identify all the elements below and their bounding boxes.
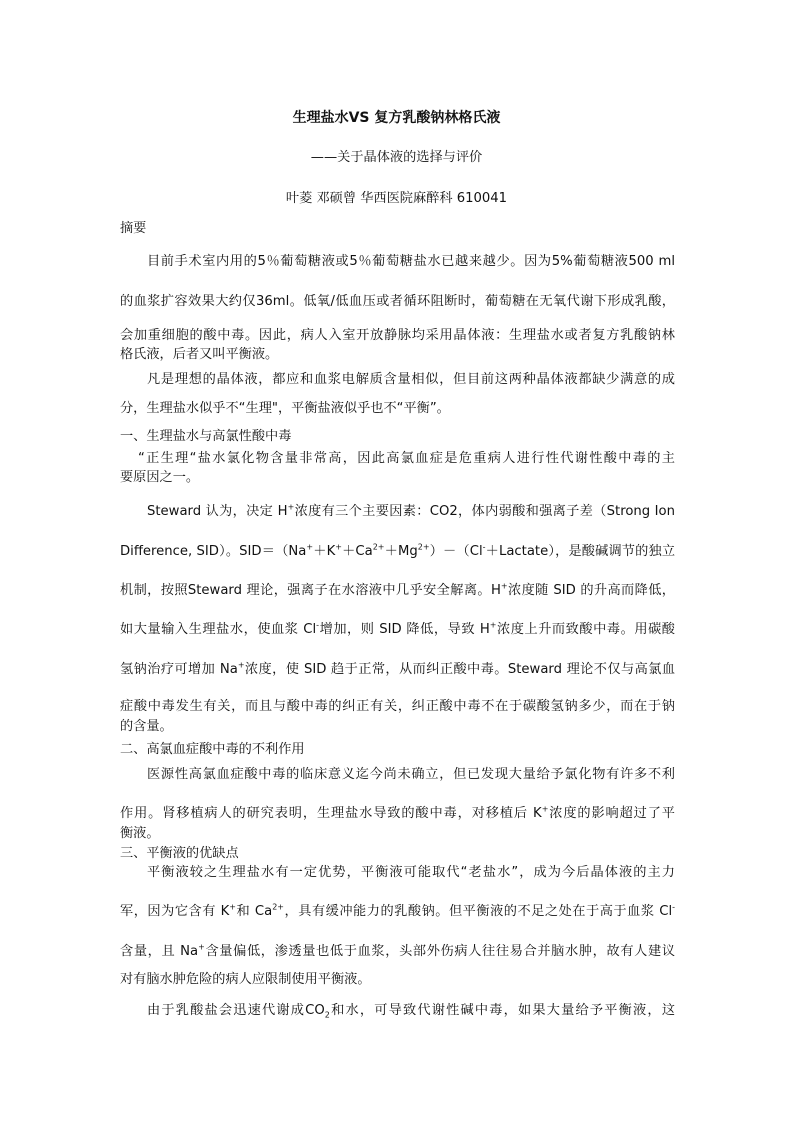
subscript-text: 2 bbox=[324, 1010, 330, 1020]
paragraph-line bbox=[120, 450, 675, 468]
paragraph-line bbox=[120, 327, 675, 345]
paragraph-line bbox=[120, 543, 675, 561]
paragraph-line bbox=[120, 718, 675, 736]
section-heading bbox=[120, 428, 675, 446]
text-run: ＋Ca bbox=[341, 544, 373, 559]
paragraph-line bbox=[120, 621, 675, 639]
supscript-text: - bbox=[672, 902, 676, 912]
text-run: 平衡液较之生理盐水有一定优势，平衡液可能取代“老盐水”，成为今后晶体液的主力 bbox=[147, 865, 675, 880]
supscript-text: + bbox=[335, 542, 342, 552]
supscript-text: + bbox=[287, 502, 295, 512]
text-run: 三、平衡液的优缺点 bbox=[120, 846, 239, 861]
supscript-text: + bbox=[500, 581, 508, 591]
section-heading bbox=[120, 845, 675, 863]
text-run: 摘要 bbox=[120, 221, 147, 236]
paragraph-line bbox=[120, 400, 675, 418]
text-run: 医源性高氯血症酸中毒的临床意义迄今尚未确立，但已发现大量给予氯化物有许多不利 bbox=[147, 767, 675, 782]
text-run: 凡是理想的晶体液，都应和血浆电解质含量相似，但目前这两种晶体液都缺少满意的成 bbox=[147, 372, 675, 387]
supscript-text: - bbox=[482, 542, 486, 552]
paragraph-line bbox=[120, 582, 675, 600]
paragraph-line bbox=[120, 825, 675, 843]
paragraph-line bbox=[120, 661, 675, 679]
document-authors bbox=[0, 190, 793, 208]
supscript-text: 2+ bbox=[272, 902, 285, 912]
text-run: 增加，则 SID 降低，导致 H bbox=[319, 622, 490, 637]
text-run: ）－（Cl bbox=[429, 544, 483, 559]
text-run: 和水，可导致代谢性碱中毒，如果大量给予平衡液，这 bbox=[329, 1003, 676, 1018]
text-run: 症酸中毒发生有关，而且与酸中毒的纠正有关，纠正酸中毒不在于碳酸氢钠多少，而在于钠 bbox=[120, 699, 675, 714]
supscript-text: 2+ bbox=[417, 542, 430, 552]
supscript-text: + bbox=[489, 620, 497, 630]
text-run: 叶菱 邓硕曾 华西医院麻醉科 610041 bbox=[285, 191, 508, 206]
text-run: ＋K bbox=[313, 544, 336, 559]
text-run: 浓度的影响超过了平 bbox=[548, 806, 675, 821]
text-run: 浓度有三个主要因素：CO2，体内弱酸和强离子差（Strong Ion bbox=[294, 504, 675, 519]
supscript-text: + bbox=[229, 902, 236, 912]
text-run: 格氏液，后者又叫平衡液。 bbox=[120, 347, 279, 362]
text-run: 含量偏低，渗透量也低于血浆，头部外伤病人往往易合并脑水肿，故有人建议 bbox=[204, 944, 676, 959]
paragraph-line bbox=[120, 469, 675, 487]
supscript-text: 2+ bbox=[372, 542, 385, 552]
text-run: 和 Ca bbox=[236, 904, 273, 919]
text-run: 衡液。 bbox=[120, 826, 160, 841]
supscript-text: + bbox=[306, 542, 314, 552]
text-run: 的血浆扩容效果大约仅36ml。低氧/低血压或者循环阻断时，葡萄糖在无氧代谢下形成乳酸， bbox=[120, 294, 675, 309]
text-run: 氢钠治疗可增加 Na bbox=[120, 662, 238, 677]
text-run: 军，因为它含有 K bbox=[120, 904, 230, 919]
paragraph-line bbox=[120, 903, 675, 921]
text-run: 由于乳酸盐会迅速代谢成CO bbox=[147, 1003, 325, 1018]
supscript-text: + bbox=[237, 660, 245, 670]
supscript-text: + bbox=[198, 942, 205, 952]
text-run: 分，生理盐水似乎不“生理"，平衡盐液似乎也不“平衡”。 bbox=[120, 401, 450, 416]
text-run: 浓度随 SID 的升高而降低， bbox=[507, 583, 675, 598]
text-run: ——关于晶体液的选择与评价 bbox=[310, 150, 483, 165]
supscript-text: + bbox=[541, 804, 549, 814]
paragraph-line bbox=[120, 766, 675, 784]
paragraph-line bbox=[120, 805, 675, 823]
paragraph-line bbox=[120, 253, 675, 271]
paragraph-line bbox=[120, 1002, 675, 1020]
paragraph-line bbox=[120, 698, 675, 716]
text-run: 如大量输入生理盐水，使血浆 Cl bbox=[120, 622, 317, 637]
text-run: 的含量。 bbox=[120, 719, 173, 734]
paragraph-line bbox=[120, 371, 675, 389]
paragraph-line bbox=[120, 943, 675, 961]
text-run: 浓度上升而致酸中毒。用碳酸 bbox=[496, 622, 675, 637]
document-title bbox=[0, 109, 793, 127]
text-run: 二、高氯血症酸中毒的不利作用 bbox=[120, 742, 305, 757]
text-run: 要原因之一。 bbox=[120, 470, 200, 485]
paragraph-line bbox=[120, 293, 675, 311]
text-run: 一、生理盐水与高氯性酸中毒 bbox=[120, 429, 292, 444]
text-run: Difference, SID）。SID＝（Na bbox=[120, 544, 307, 559]
text-run: 浓度，使 SID 趋于正常，从而纠正酸中毒。Steward 理论不仅与高氯血 bbox=[244, 662, 676, 677]
text-run: ，具有缓冲能力的乳酸钠。但平衡液的不足之处在于高于血浆 Cl bbox=[284, 904, 673, 919]
supscript-text: - bbox=[316, 620, 320, 630]
text-run: 作用。肾移植病人的研究表明，生理盐水导致的酸中毒，对移植后 K bbox=[120, 806, 542, 821]
section-heading bbox=[120, 741, 675, 759]
abstract-heading bbox=[120, 220, 675, 238]
text-run: ＋Mg bbox=[384, 544, 418, 559]
text-run: 机制，按照Steward 理论，强离子在水溶液中几乎安全解离。H bbox=[120, 583, 501, 598]
text-run: 生理盐水VS 复方乳酸钠林格氏液 bbox=[292, 110, 501, 126]
paragraph-line bbox=[120, 503, 675, 521]
paragraph-line bbox=[120, 971, 675, 989]
text-run: “正生理“盐水氯化物含量非常高，因此高氯血症是危重病人进行性代谢性酸中毒的主 bbox=[138, 451, 675, 466]
text-run: ＋Lactate），是酸碱调节的独立 bbox=[485, 544, 676, 559]
text-run: 含量，且 Na bbox=[120, 944, 199, 959]
paragraph-line bbox=[120, 346, 675, 364]
text-run: 会加重细胞的酸中毒。因此，病人入室开放静脉均采用晶体液：生理盐水或者复方乳酸钠林 bbox=[120, 328, 675, 343]
paragraph-line bbox=[120, 864, 675, 882]
text-run: 对有脑水肿危险的病人应限制使用平衡液。 bbox=[120, 972, 371, 987]
text-run: Steward 认为，决定 H bbox=[147, 504, 288, 519]
text-run: 目前手术室内用的5％葡萄糖液或5％葡萄糖盐水已越来越少。因为5%葡萄糖液500 ml bbox=[147, 254, 675, 269]
document-subtitle bbox=[0, 149, 793, 167]
